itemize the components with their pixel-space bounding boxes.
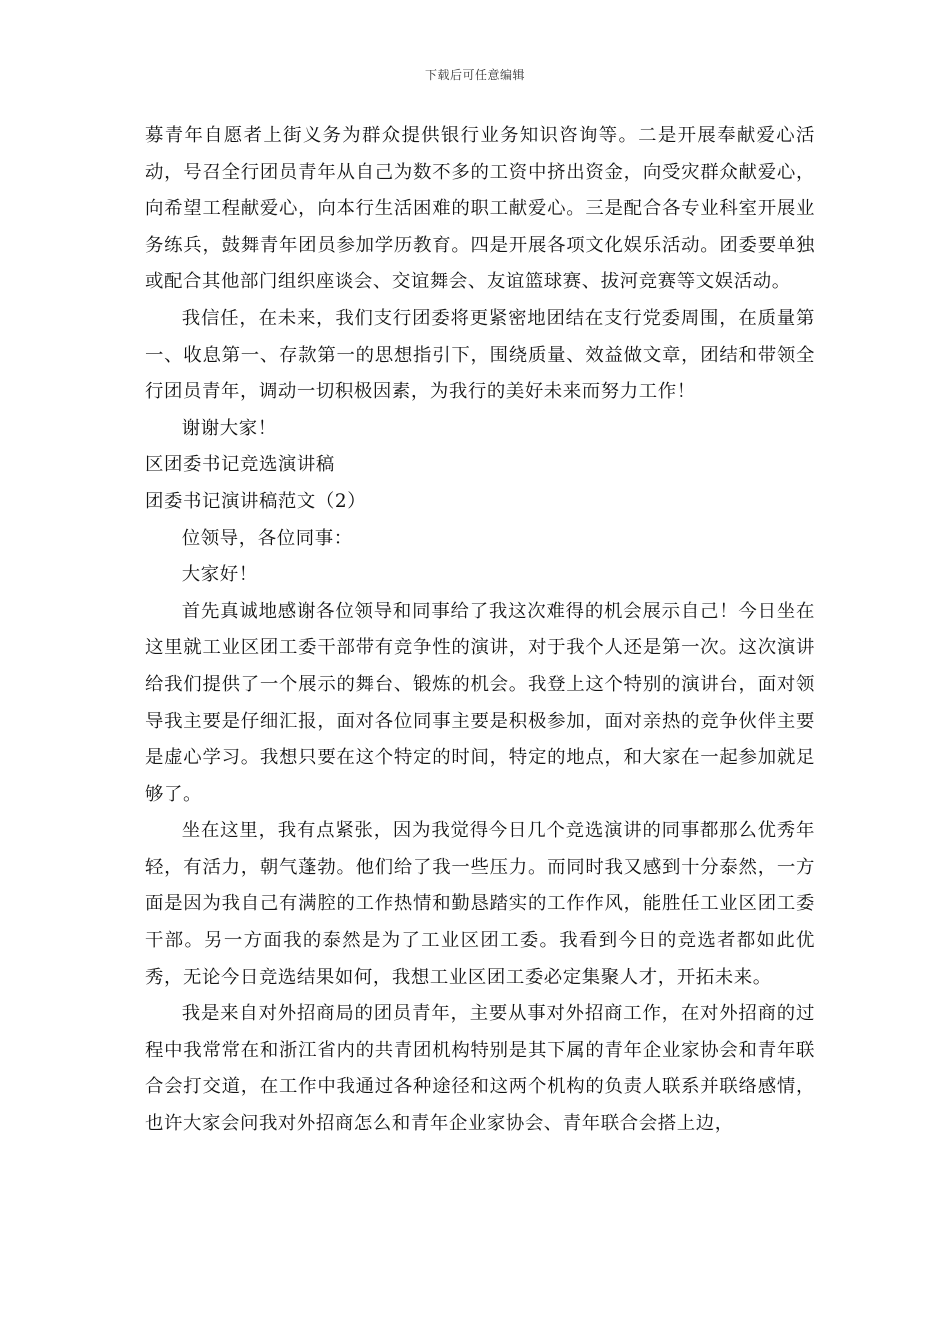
greeting: 大家好！: [181, 564, 258, 586]
paragraph-background: 我是来自对外招商局的团员青年，主要从事对外招商工作，在对外招商的过程中我常常在和浙江省内的共青团机构特别是其下属的青年企业家协会和青年联合会打交道，在工作中我通过各种途径和这两个机构的负责人联系并联络感情，也许大家会问我对外招商怎么和青年企业家协会、青年联合会搭上边，: [145, 1003, 815, 1135]
paragraph-thanks: 谢谢大家！: [181, 417, 277, 439]
paragraph-continued: 募青年自愿者上街义务为群众提供银行业务知识咨询等。二是开展奉献爱心活动，号召全行团员青年从自己为数不多的工资中挤出资金，向受灾群众献爱心，向希望工程献爱心，向本行生活困难的职工献爱心。三是配合各专业科室开展业务练兵，鼓舞青年团员参加学历教育。四是开展各项文化娱乐活动。团委要单独或配合其他部门组织座谈会、交谊舞会、友谊篮球赛、拔河竞赛等文娱活动。: [145, 125, 815, 293]
section-title: 区团委书记竞选演讲稿: [145, 454, 335, 476]
paragraph-opening: 首先真诚地感谢各位领导和同事给了我这次难得的机会展示自己！今日坐在这里就工业区团工委干部带有竞争性的演讲，对于我个人还是第一次。这次演讲给我们提供了一个展示的舞台、锻炼的机会。我登上这个特别的演讲台，面对领导我主要是仔细汇报，面对各位同事主要是积极参加，面对亲热的竞争伙伴主要是虚心学习。我想只要在这个特定的时间，特定的地点，和大家在一起参加就足够了。: [145, 600, 815, 805]
paragraph-nervous: 坐在这里，我有点紧张，因为我觉得今日几个竞选演讲的同事都那么优秀年轻，有活力，朝气蓬勃。他们给了我一些压力。而同时我又感到十分泰然，一方面是因为我自己有满腔的工作热情和勤恳踏实的工作作风，能胜任工业区团工委干部。另一方面我的泰然是为了工业区团工委。我看到今日的竞选者都如此优秀，无论今日竞选结果如何，我想工业区团工委必定集聚人才，开拓未来。: [145, 820, 815, 988]
section-subtitle: 团委书记演讲稿范文（2）: [145, 490, 367, 512]
paragraph-belief: 我信任，在未来，我们支行团委将更紧密地团结在支行党委周围，在质量第一、收息第一、存款第一的思想指引下，围绕质量、效益做文章，团结和带领全行团员青年，调动一切积极因素，为我行的美好未来而努力工作！: [145, 307, 815, 403]
document-body: [145, 118, 815, 1143]
salutation: 位领导，各位同事：: [181, 527, 353, 549]
page-header-note: 下载后可任意编辑: [424, 68, 525, 82]
